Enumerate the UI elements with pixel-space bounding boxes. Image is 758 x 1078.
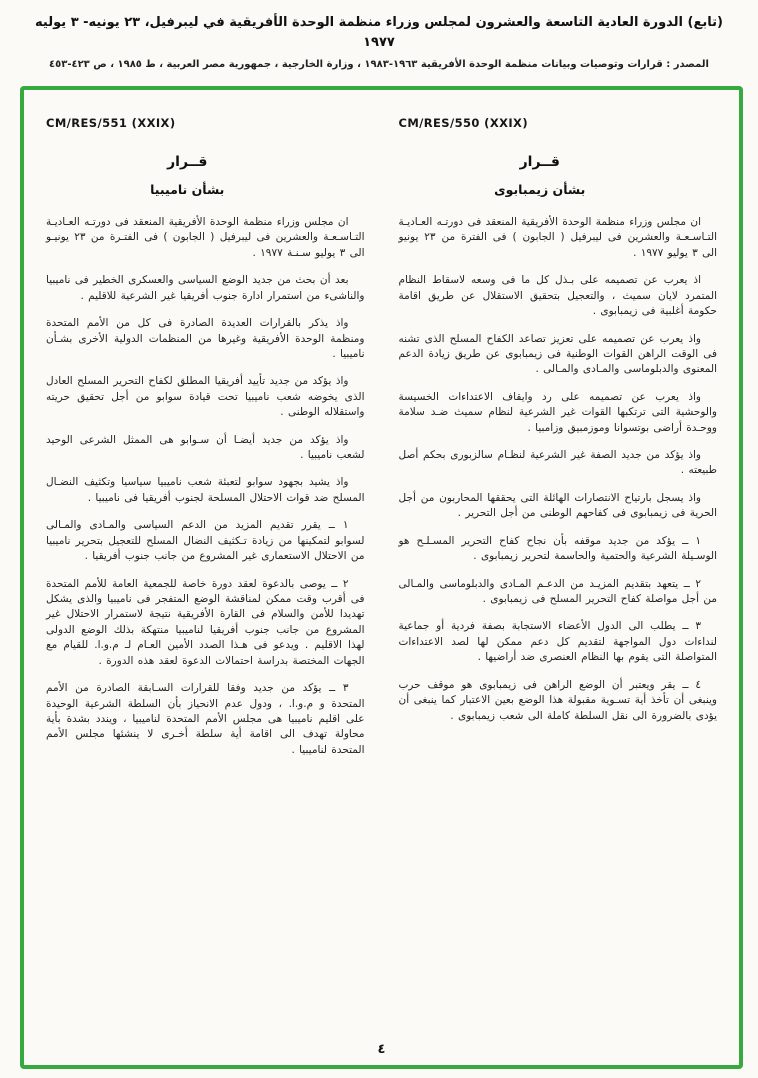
document-source-line: المصدر : قرارات وتوصيات وبيانات منظمة الوحدة الأفريقية ١٩٦٣-١٩٨٣ ، وزارة الخارجية ، جمهورية مصر العربية ، ط ١٩٨٥ ، ص ٤٢٣-٤٥٣	[49, 59, 709, 70]
two-column-layout	[46, 106, 717, 1031]
paragraph: ١ ــ يؤكد من جديد موقفه بأن نجاح كفاح التحرير المسـلـح هو الوسـيلة الشرعية والحتمية والحاسمة لتحرير زيمبابوى .	[398, 534, 717, 563]
paragraph: ٢ ــ يتعهد بتقديم المزيـد من الدعـم المـادى والدبلوماسى والمـالى من أجل مواصلة كفاح التحرير المسلح فى زيمبابوى .	[398, 577, 717, 606]
paragraph: ٣ ــ يطلب الى الدول الأعضاء الاستجابة بصفة فردية أو جماعية لنداءات دول المواجهة لتقديم كل دعم ممكن لها لصد الاعتداءات المتواصلة التى يقوم بها النظام العنصرى ضد أراضيها .	[398, 620, 717, 664]
resolution-551-title: قــرار	[167, 154, 208, 170]
paragraph: واذ يسجل بارتياح الانتصارات الهائلة التى يحققها المحاربون من أجل الحرية فى زيمبابوى فى كفاحهم الوطنى من أجل التحرير .	[398, 491, 717, 520]
paragraph: واذ يشيد بجهود سوابو لتعبئة شعب ناميبيا سياسيا وتكثيف النضـال المسلح ضد قوات الاحتلال المسلحة لجنوب أفريقيا فى ناميبيا .	[46, 476, 365, 504]
paragraph: ان مجلس وزراء منظمة الوحدة الأفريقية المنعقد فى دورتـه العـاديـة التـاسـعـة والعشرين فى ليبرفيل ( الجابون ) فى الفترة من ٢٣ يونيو الى ٣ يوليو ١٩٧٧ .	[398, 216, 718, 259]
page-header	[0, 0, 758, 70]
paragraph: اذ يعرب عن تصميمه على بـذل كل ما فى وسعه لاسقاط النظام المتمرد لايان سميث ، والتعجيل بتحقيق الاستقلال عن طريق اقامة حكومة أغلبية فى زيمبابوى .	[398, 274, 717, 318]
resolution-551-column	[46, 106, 365, 1031]
paragraph: ان مجلس وزراء منظمة الوحدة الأفريقية المنعقد فى دورتـه العـاديـة التـاسـعـة والعشرين فى ليبرفيل ( الجابون ) فى الفتـرة من ٢٣ يونيـو الى ٣ يوليو سـنـة ١٩٧٧ .	[46, 216, 365, 259]
paragraph: واذ يؤكد من جديد الصفة غير الشرعية لنظـام سالزبورى بحكم أصل طبيعته .	[398, 449, 717, 477]
document-title: (تابع) الدورة العادية التاسعة والعشرون لمجلس وزراء منظمة الوحدة الأفريقية في ليبرفيل، ٢٣ يونيه- ٣ يوليه ١٩٧٧	[35, 15, 723, 50]
paragraph: واذ يعرب عن تصميمه على رد وايقاف الاعتداءات الخسيسة والوحشية التى ترتكبها القوات غير الشرعية لنظام سميث ضـد سلامة ووحـدة أراضى بوتسوانا وموزمبيق وزامبيا .	[398, 390, 717, 434]
resolution-550-title: قــرار	[519, 154, 560, 170]
paragraph: ٤ ــ يقر ويعتبر أن الوضع الراهن فى زيمبابوى هو موقف حرب وينبغى أن تأخذ أية تسـوية مقبولة هذا الوضع بعين الاعتبار كما ينبغى أن يؤدى بالضرورة الى نقل السلطة كاملة الى شعب زيمبابوى .	[398, 678, 717, 722]
paragraph: واذ يؤكد من جديد تأييد أفريقيا المطلق لكفاح التحرير المسلح العادل الذى يخوضه شعب ناميبيا تحت قيادة سوابو من أجل تحقيق حريته واستقلاله الوطنى .	[46, 375, 365, 419]
resolution-551-subject: بشأن ناميبيا	[150, 182, 225, 197]
paragraph: بعد أن بحث من جديد الوضع السياسى والعسكرى الخطير فى ناميبيا والناشىء من استمرار ادارة جنوب أفريقيا غير الشرعية للاقليم .	[46, 274, 365, 302]
paragraph: ٢ ــ يوصى بالدعوة لعقد دورة خاصة للجمعية العامة للأمم المتحدة فى أقرب وقت ممكن لمناقشة الوضع المتفجر فى ناميبيا والذى يشكل تهديدا للأمن والسلام فى القارة الأفريقية نتيجة لاستمرار الاحتلال غير المشروع من جانب جنوب أفريقيا لناميبيا منتهكة بذلك الوضع الدولى لهذا الاقليم . ويدعو فى هـذا الصدد الأمين العـام لـ م.و.ا. للقيام مع الجهات المختصة بدراسة احتمالات الدعوة لعقد هذه الدورة .	[46, 577, 365, 667]
page-number: ٤	[377, 1042, 386, 1057]
resolution-550-column	[399, 106, 718, 1031]
paragraph: ١ ــ يقرر تقديم المزيد من الدعم السياسى والمـادى والمـالى لسوابو لتمكينها من زيادة تـكثيف النضال المسلح للتعجيل بتحرير ناميبيا من الاحتلال الاستعمارى غير المشروع من جانب جنوب أفريقيا .	[46, 519, 365, 563]
resolution-550-reference: CM/RES/550 (XXIX)	[398, 116, 528, 130]
paragraph: ٣ ــ يؤكد من جديد وفقا للقرارات السـابقة الصادرة من الأمم المتحدة و م.و.ا. ، ودول عدم الانحياز بأن السلطة الشرعية الوحيدة على اقليم ناميبيا هى مجلس الأمم المتحدة لناميبيا ، ويندد بشدة بأية محاولة تهدف الى اقامة أية سلطة أخـرى لا ينشئها مجلس الأمم المتحدة لناميبيا .	[46, 682, 365, 756]
resolution-550-subject: بشأن زيمبابوى	[494, 182, 586, 197]
paragraph: واذ يعرب عن تصميمه على تعزيز تصاعد الكفاح المسلح الذى تشنه فى الوقت الراهن القوات الوطنية فى زيمبابوى عن طريق زيادة الدعم المعنوى والدبلوماسى والمـادى والمـالى .	[398, 332, 717, 376]
document-green-frame	[20, 86, 743, 1069]
resolution-551-reference: CM/RES/551 (XXIX)	[46, 116, 176, 130]
paragraph: واذ يذكر بالقرارات العديدة الصادرة فى كل من الأمم المتحدة ومنظمة الوحدة الأفريقية وغيرها من المنظمات الدولية الأخرى بشـأن ناميبيا .	[46, 317, 365, 360]
paragraph: واذ يؤكد من جديد أيضـا أن سـوابو هى الممثل الشرعى الوحيد لشعب ناميبيا .	[46, 433, 365, 462]
